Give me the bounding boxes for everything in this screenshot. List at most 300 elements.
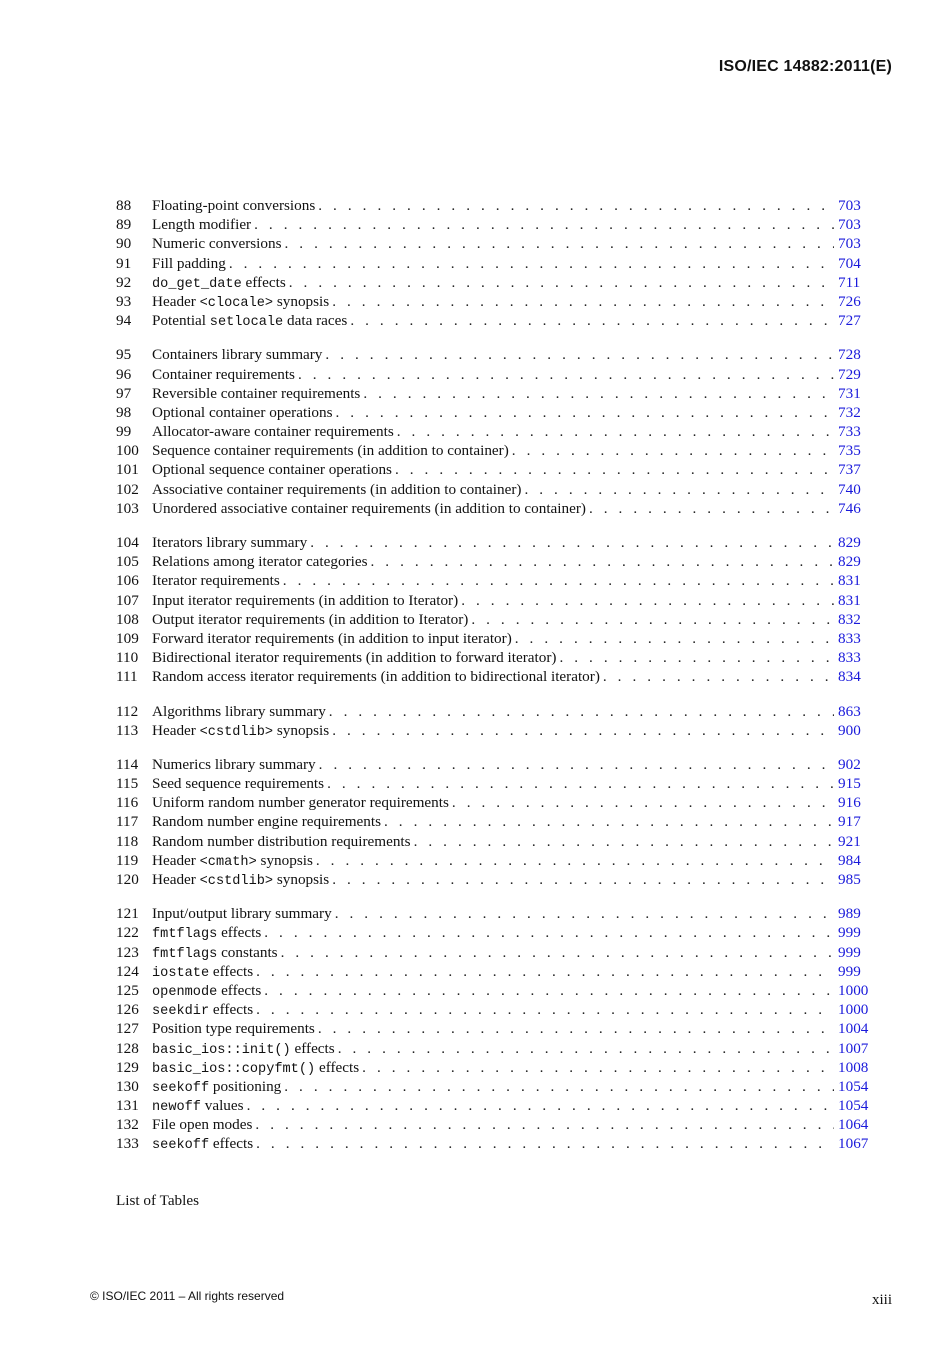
table-number: 124 [116, 962, 139, 980]
table-number: 116 [116, 794, 139, 812]
table-number: 117 [116, 813, 139, 831]
title-text: Container requirements [152, 365, 295, 383]
page-link[interactable]: 985 [838, 871, 861, 888]
toc-entry [116, 480, 872, 499]
title-text: Relations among iterator categories [152, 553, 368, 571]
page-link[interactable]: 833 [838, 629, 861, 647]
table-number: 115 [116, 775, 139, 793]
code-term: basic_ios::copyfmt() [152, 1061, 316, 1077]
table-number: 95 [116, 346, 132, 364]
table-title [152, 981, 264, 1002]
page-link[interactable]: 1054 [838, 1077, 869, 1095]
dot-leader [229, 254, 834, 273]
table-number: 97 [116, 384, 132, 402]
toc-group [116, 533, 872, 687]
table-title [152, 345, 325, 364]
toc-entry [116, 1115, 872, 1134]
toc-entry [116, 943, 872, 962]
table-number: 94 [116, 312, 132, 330]
toc-entry [116, 591, 872, 610]
table-title [152, 667, 603, 686]
table-number: 128 [116, 1039, 139, 1057]
title-text: Sequence container requirements (in addition to container) [152, 442, 509, 460]
page-link[interactable]: 916 [838, 794, 861, 812]
table-number: 89 [116, 216, 132, 234]
toc-entry [116, 460, 872, 479]
toc-entry [116, 870, 872, 889]
table-title [152, 234, 284, 253]
code-term: newoff [152, 1100, 201, 1116]
table-title [152, 365, 298, 384]
table-number: 111 [116, 668, 138, 686]
title-text: Input iterator requirements (in addition to Iterator) [152, 591, 459, 609]
table-number: 104 [116, 534, 139, 551]
table-title [152, 422, 397, 441]
toc-entry [116, 1096, 872, 1115]
table-title [152, 629, 515, 648]
table-number: 112 [116, 702, 139, 720]
toc-entry [116, 1019, 872, 1038]
dot-leader [371, 552, 834, 571]
table-title [152, 1000, 256, 1021]
dot-leader [327, 774, 834, 793]
toc-entry [116, 832, 872, 851]
dot-leader [336, 403, 834, 422]
table-title [152, 702, 329, 721]
dot-leader [335, 904, 834, 923]
toc-entry [116, 629, 872, 648]
dot-leader [264, 923, 834, 942]
title-text: Header [152, 851, 200, 869]
toc-entry [116, 571, 872, 590]
code-term: openmode [152, 984, 218, 1000]
page-link[interactable]: 921 [838, 832, 861, 850]
toc-entry [116, 774, 872, 793]
title-text: Position type requirements [152, 1020, 315, 1038]
table-title [152, 904, 335, 923]
title-text: effects [209, 1001, 254, 1019]
code-term: <cstdlib> [199, 724, 274, 740]
table-number: 130 [116, 1077, 139, 1095]
dot-leader [247, 1096, 834, 1115]
page-link[interactable]: 829 [838, 534, 861, 551]
page-link[interactable]: 728 [838, 346, 861, 364]
page-link[interactable]: 1007 [838, 1039, 869, 1057]
toc-group [116, 345, 872, 518]
dot-leader [559, 648, 834, 667]
page-link[interactable]: 735 [838, 442, 861, 460]
toc-entry [116, 793, 872, 812]
toc-entry [116, 755, 872, 774]
table-number: 114 [116, 755, 139, 773]
table-number: 123 [116, 943, 139, 961]
list-of-tables [116, 196, 872, 1169]
title-text: Iterators library summary [152, 534, 308, 551]
table-title [152, 499, 589, 518]
title-text: Seed sequence requirements [152, 775, 325, 793]
document-id-header: ISO/IEC 14882:2011(E) [718, 58, 892, 75]
table-title [152, 552, 371, 571]
page-link[interactable]: 1000 [838, 1001, 869, 1019]
table-number: 90 [116, 235, 132, 253]
page-link[interactable]: 1054 [838, 1097, 869, 1115]
dot-leader [281, 943, 834, 962]
table-number: 125 [116, 981, 139, 999]
table-title [152, 1039, 338, 1060]
title-text: effects [209, 962, 254, 980]
code-term: do_get_date [152, 276, 242, 292]
title-text: Uniform random number generator requirements [152, 794, 449, 812]
table-number: 102 [116, 480, 139, 498]
table-title [152, 774, 327, 793]
table-title [152, 460, 395, 479]
toc-entry [116, 273, 872, 292]
page-link[interactable]: 915 [838, 775, 861, 793]
toc-group [116, 904, 872, 1153]
table-number: 131 [116, 1097, 139, 1115]
title-text: Header [152, 871, 200, 888]
toc-entry [116, 422, 872, 441]
dot-leader [319, 755, 834, 774]
page-link[interactable]: 746 [838, 499, 861, 517]
dot-leader [318, 1019, 834, 1038]
toc-entry [116, 904, 872, 923]
page-link[interactable]: 989 [838, 905, 861, 923]
toc-entry [116, 962, 872, 981]
toc-entry [116, 702, 872, 721]
dot-leader [256, 1000, 834, 1019]
table-title [152, 571, 283, 590]
title-text: effects [209, 1135, 254, 1153]
title-text: Random number distribution requirements [152, 832, 411, 850]
code-term: basic_ios::init() [152, 1042, 291, 1058]
title-text: synopsis [273, 721, 330, 739]
dot-leader [332, 870, 834, 889]
title-text: Reversible container requirements [152, 384, 361, 402]
toc-entry [116, 311, 872, 330]
toc-entry [116, 254, 872, 273]
page-link[interactable]: 731 [838, 384, 861, 402]
table-number: 98 [116, 403, 132, 421]
table-number: 88 [116, 197, 132, 214]
dot-leader [362, 1058, 834, 1077]
table-number: 127 [116, 1020, 139, 1038]
title-text: Random number engine requirements [152, 813, 382, 831]
code-term: iostate [152, 965, 210, 981]
table-number: 101 [116, 461, 139, 479]
code-term: setlocale [209, 315, 284, 331]
toc-entry [116, 721, 872, 740]
page-link[interactable]: 999 [838, 924, 861, 942]
page-link[interactable]: 704 [838, 254, 861, 272]
table-title [152, 384, 363, 403]
table-number: 99 [116, 423, 132, 441]
title-text: Forward iterator requirements (in addition to input iterator) [152, 629, 512, 647]
dot-leader [310, 533, 834, 552]
page-link[interactable]: 984 [838, 851, 861, 869]
toc-entry [116, 365, 872, 384]
title-text: Associative container requirements (in addition to container) [152, 480, 522, 498]
dot-leader [414, 832, 834, 851]
dot-leader [350, 311, 834, 330]
table-title [152, 441, 512, 460]
dot-leader [332, 292, 834, 311]
title-text: Input/output library summary [152, 905, 332, 923]
dot-leader [452, 793, 834, 812]
dot-leader [524, 480, 834, 499]
table-number: 121 [116, 905, 139, 923]
title-text: Containers library summary [152, 346, 323, 364]
toc-entry [116, 667, 872, 686]
table-number: 91 [116, 254, 132, 272]
page-link[interactable]: 832 [838, 610, 861, 628]
table-title [152, 1058, 362, 1079]
list-of-tables-caption: List of Tables [116, 1192, 200, 1209]
table-number: 108 [116, 610, 139, 628]
page-link[interactable]: 831 [838, 572, 861, 590]
dot-leader [363, 384, 834, 403]
table-title [152, 196, 318, 215]
page-link[interactable]: 829 [838, 553, 861, 571]
toc-entry [116, 292, 872, 311]
page-link[interactable]: 733 [838, 423, 861, 441]
title-text: Length modifier [152, 216, 252, 234]
page-link[interactable]: 732 [838, 403, 861, 421]
dot-leader [284, 234, 834, 253]
title-text: synopsis [256, 851, 313, 869]
dot-leader [256, 962, 834, 981]
title-text: Optional sequence container operations [152, 461, 392, 479]
table-number: 120 [116, 871, 139, 888]
table-number: 110 [116, 649, 139, 667]
page-link[interactable]: 1004 [838, 1020, 869, 1038]
table-title [152, 943, 281, 964]
title-text: Unordered associative container requirements (in addition to container) [152, 499, 586, 517]
page-link[interactable]: 902 [838, 755, 861, 773]
table-number: 129 [116, 1058, 139, 1076]
table-title [152, 480, 524, 499]
table-title [152, 851, 316, 872]
dot-leader [284, 1077, 834, 1096]
title-text: values [200, 1097, 244, 1115]
dot-leader [316, 851, 834, 870]
dot-leader [283, 571, 834, 590]
page-link[interactable]: 999 [838, 962, 861, 980]
title-text: Numerics library summary [152, 755, 316, 773]
title-text: Random access iterator requirements (in addition to bidirectional iterator) [152, 668, 600, 686]
page-link[interactable]: 834 [838, 668, 861, 686]
page-link[interactable]: 1000 [838, 981, 869, 999]
table-title [152, 254, 229, 273]
dot-leader [395, 460, 834, 479]
table-title [152, 1134, 256, 1155]
code-term: seekoff [152, 1080, 210, 1096]
dot-leader [461, 591, 834, 610]
page-link[interactable]: 727 [838, 312, 861, 330]
table-title [152, 273, 289, 294]
code-term: fmtflags [152, 927, 218, 943]
table-number: 118 [116, 832, 139, 850]
dot-leader [255, 1115, 834, 1134]
table-number: 100 [116, 442, 139, 460]
table-number: 113 [116, 721, 139, 739]
toc-entry [116, 403, 872, 422]
page-link[interactable]: 726 [838, 292, 861, 310]
dot-leader [338, 1039, 834, 1058]
toc-entry [116, 533, 872, 552]
page-link[interactable]: 999 [838, 943, 861, 961]
table-number: 119 [116, 851, 139, 869]
table-number: 105 [116, 553, 139, 571]
table-number: 132 [116, 1116, 139, 1134]
dot-leader [397, 422, 834, 441]
title-text: synopsis [273, 292, 330, 310]
toc-entry [116, 1077, 872, 1096]
toc-entry [116, 851, 872, 870]
toc-entry [116, 923, 872, 942]
title-text: data races [283, 312, 348, 330]
dot-leader [264, 981, 834, 1000]
toc-entry [116, 648, 872, 667]
title-text: Output iterator requirements (in addition to Iterator) [152, 610, 469, 628]
title-text: effects [217, 981, 262, 999]
table-number: 96 [116, 365, 132, 383]
table-title [152, 215, 254, 234]
code-term: <cstdlib> [199, 874, 274, 889]
page-link[interactable]: 729 [838, 365, 861, 383]
toc-entry [116, 1134, 872, 1153]
table-number: 109 [116, 629, 139, 647]
dot-leader [329, 702, 834, 721]
title-text: Potential [152, 312, 210, 330]
page-link[interactable]: 703 [838, 197, 861, 214]
table-title [152, 923, 264, 944]
page-link[interactable]: 1064 [838, 1116, 869, 1134]
table-title [152, 870, 332, 891]
table-title [152, 832, 414, 851]
title-text: effects [315, 1058, 360, 1076]
dot-leader [318, 196, 834, 215]
table-title [152, 755, 319, 774]
toc-group [116, 702, 872, 740]
title-text: effects [241, 273, 286, 291]
toc-entry [116, 345, 872, 364]
dot-leader [332, 721, 834, 740]
dot-leader [289, 273, 834, 292]
title-text: Optional container operations [152, 403, 333, 421]
dot-leader [471, 610, 834, 629]
table-number: 106 [116, 572, 139, 590]
copyright-footer: © ISO/IEC 2011 – All rights reserved [90, 1289, 285, 1303]
toc-entry [116, 215, 872, 234]
page-link[interactable]: 737 [838, 461, 861, 479]
toc-group [116, 196, 872, 330]
page-link[interactable]: 711 [838, 273, 861, 291]
page-link[interactable]: 833 [838, 649, 861, 667]
table-title [152, 721, 332, 742]
title-text: effects [290, 1039, 335, 1057]
title-text: Allocator-aware container requirements [152, 423, 394, 441]
table-number: 107 [116, 591, 139, 609]
dot-leader [512, 441, 834, 460]
code-term: seekdir [152, 1004, 210, 1020]
dot-leader [589, 499, 834, 518]
title-text: Floating-point conversions [152, 197, 316, 214]
title-text: synopsis [273, 871, 330, 888]
title-text: Fill padding [152, 254, 226, 272]
toc-entry [116, 499, 872, 518]
toc-entry [116, 812, 872, 831]
page-number: xiii [871, 1292, 892, 1308]
table-title [152, 311, 350, 332]
title-text: Header [152, 721, 200, 739]
table-title [152, 793, 452, 812]
table-number: 133 [116, 1135, 139, 1153]
toc-entry [116, 234, 872, 253]
code-term: seekoff [152, 1138, 210, 1154]
page-link[interactable]: 740 [838, 480, 861, 498]
title-text: Numeric conversions [152, 235, 282, 253]
toc-entry [116, 384, 872, 403]
page-link[interactable]: 863 [838, 702, 861, 720]
toc-entry [116, 981, 872, 1000]
table-title [152, 1077, 284, 1098]
title-text: constants [217, 943, 278, 961]
table-title [152, 962, 256, 983]
title-text: Bidirectional iterator requirements (in addition to forward iterator) [152, 649, 557, 667]
title-text: Iterator requirements [152, 572, 280, 590]
dot-leader [515, 629, 834, 648]
table-number: 126 [116, 1001, 139, 1019]
toc-entry [116, 196, 872, 215]
table-title [152, 292, 332, 313]
page-link[interactable]: 917 [838, 813, 861, 831]
dot-leader [384, 812, 834, 831]
page-link[interactable]: 703 [838, 235, 861, 253]
page-link[interactable]: 1067 [838, 1135, 869, 1153]
table-title [152, 812, 384, 831]
dot-leader [325, 345, 834, 364]
page-link[interactable]: 831 [838, 591, 861, 609]
table-title [152, 591, 461, 610]
table-title [152, 610, 471, 629]
toc-entry [116, 552, 872, 571]
page-link[interactable]: 900 [838, 721, 861, 739]
dot-leader [603, 667, 834, 686]
title-text: File open modes [152, 1116, 253, 1134]
table-number: 93 [116, 292, 132, 310]
toc-entry [116, 1058, 872, 1077]
code-term: <clocale> [199, 295, 274, 311]
table-title [152, 1019, 318, 1038]
table-title [152, 648, 559, 667]
title-text: Header [152, 292, 200, 310]
toc-group [116, 755, 872, 889]
toc-entry [116, 1039, 872, 1058]
page-link[interactable]: 703 [838, 216, 861, 234]
title-text: effects [217, 924, 262, 942]
toc-entry [116, 441, 872, 460]
page-link[interactable]: 1008 [838, 1058, 869, 1076]
title-text: Algorithms library summary [152, 702, 326, 720]
toc-entry [116, 1000, 872, 1019]
table-number: 92 [116, 273, 132, 291]
toc-entry [116, 610, 872, 629]
dot-leader [256, 1134, 834, 1153]
table-title [152, 403, 336, 422]
table-number: 122 [116, 924, 139, 942]
table-title [152, 1115, 255, 1134]
